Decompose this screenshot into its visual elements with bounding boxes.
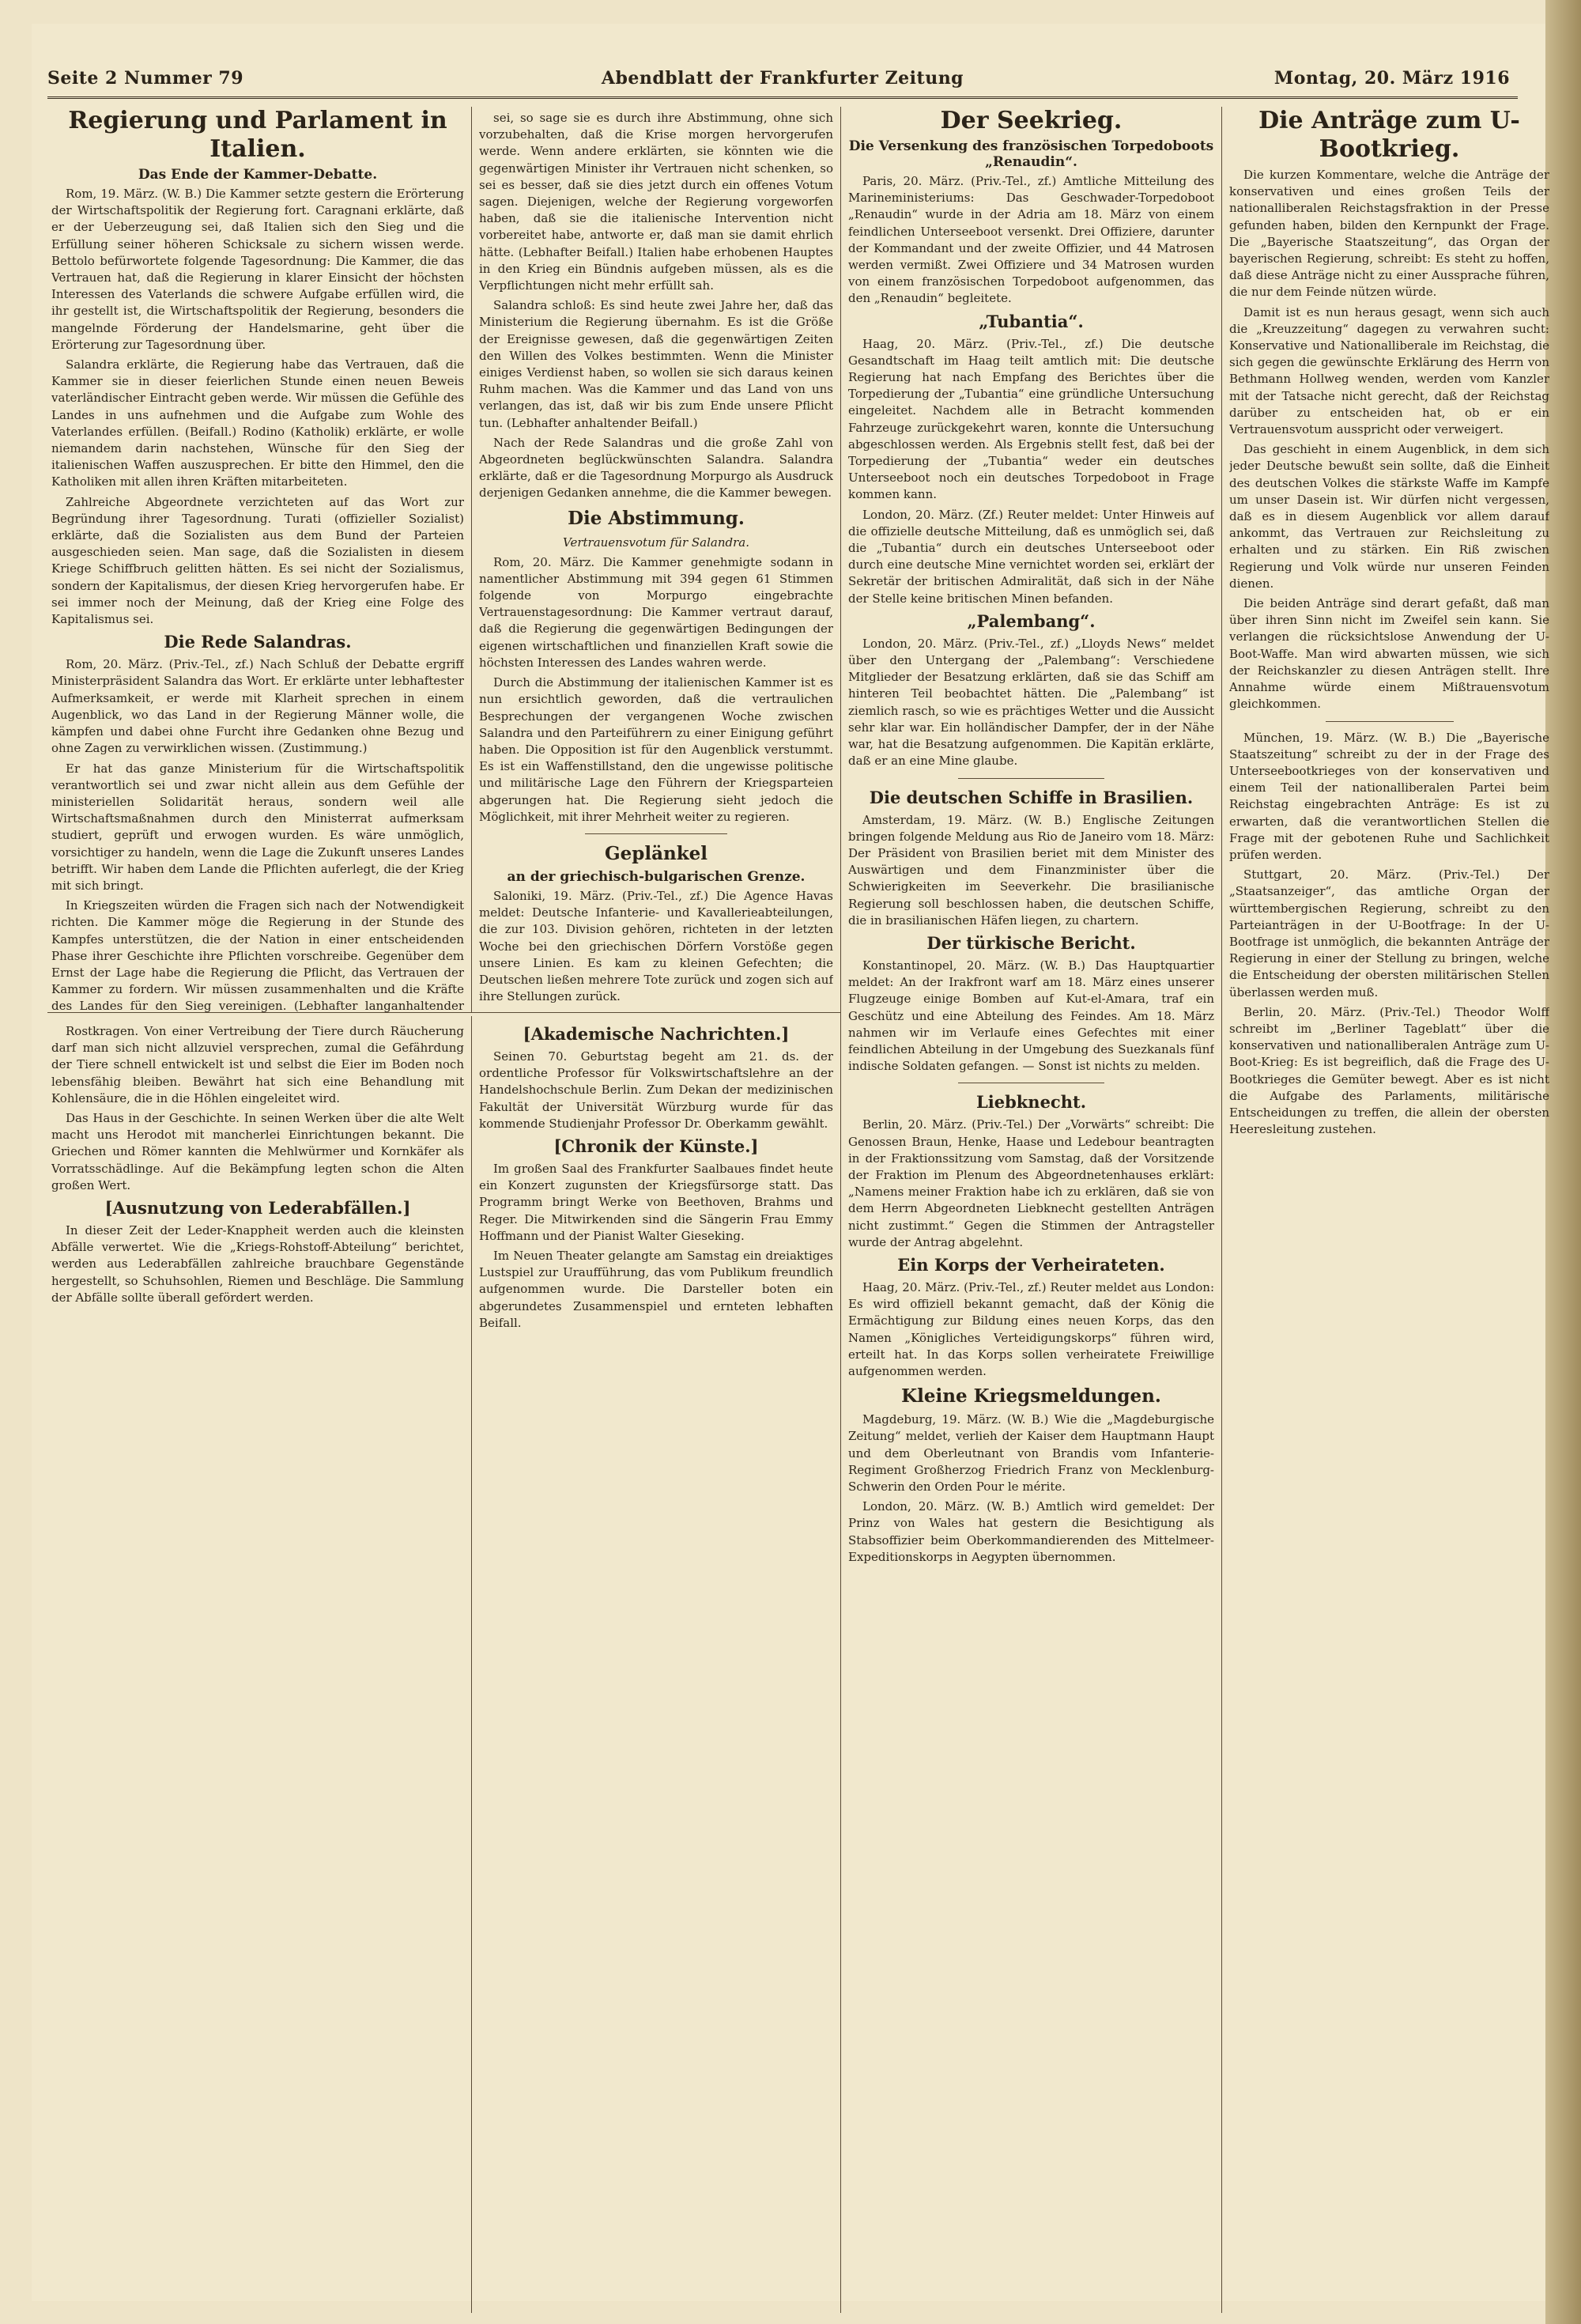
paragraph: Haag, 20. März. (Priv.-Tel., zf.) Die deutsche Gesandtschaft im Haag teilt amtlich mit: Die deutsche Regierung hat nach Empfang des Berichtes über die Torpedierung der „Tubantia“ eine gründliche Untersuchung eingeleitet. Nachdem alle in Betracht kommenden Fahrzeuge zurückgekehrt waren, konnte die Untersuchung abgeschlossen werden. Als Ergebnis stellt fest, daß bei der Torpedierung der „Tubantia“ weder ein deutsches Unterseeboot noch ein deutsches Torpedoboot in Frage kommen kann. [848, 336, 1214, 502]
paragraph: Die beiden Anträge sind derart gefaßt, daß man über ihren Sinn nicht im Zweifel sein kann. Sie verlangen die rücksichtslose Anwendung der U-Boot-Waffe. Man wird abwarten müssen, wie sich der Reichskanzler zu diesen Anträgen stellt. Ihre Annahme würde einem Mißtrauensvotum gleichkommen. [1229, 596, 1549, 712]
column-rule [471, 107, 472, 1012]
article-title-geplaenkel: Geplänkel [604, 842, 708, 864]
paragraph: Im Neuen Theater gelangte am Samstag ein dreiaktiges Lustspiel zur Uraufführung, das vom Publikum freundlich aufgenommen wurde. Die Darsteller boten ein abgerundetes Zusammenspiel und ernteten lebhaften Beifall. [479, 1249, 833, 1330]
article-title-palembang: „Palembang“. [967, 610, 1096, 631]
column-u-boat [1229, 107, 1549, 2313]
article-title-tubantia: „Tubantia“. [979, 311, 1084, 331]
article-title-liebknecht: Liebknecht. [975, 1092, 1087, 1113]
column-italy [51, 107, 464, 1012]
column-naval-war [848, 107, 1214, 2313]
page-edge [1545, 0, 1581, 2324]
paragraph: München, 19. März. (W. B.) Die „Bayerische Staatszeitung“ schreibt zu der in der Frage des Unterseebootkrieges von der konservativen und einem Teil der nationalliberalen Partei beim Reichstag eingebrachten Anträge: Es ist zu erwarten, daß die verantwortlichen Stellen die Frage mit der gebotenen Ruhe und Sachlichkeit prüfen werden. [1229, 730, 1549, 862]
feuilleton-title-arts: [Chronik der Künste.] [553, 1136, 759, 1157]
paragraph: Das geschieht in einem Augenblick, in dem sich jeder Deutsche bewußt sein sollte, daß die Einheit des deutschen Volkes die stärkste Waffe im Kampfe um unser Dasein ist. Wir dürfen nicht vergessen, daß es in diesem Augenblick vor allem darauf ankommt, das Vertrauen zur Reichsleitung zu erhalten und zu stärken. Ein Riß zwischen Regierung und Volk würde nur unseren Feinden dienen. [1229, 442, 1549, 591]
paragraph: London, 20. März. (Zf.) Reuter meldet: Unter Hinweis auf die offizielle deutsche Mitteilung, daß es unmöglich sei, daß die „Tubantia“ durch ein deutsches Unterseeboot oder durch eine deutsche Mine vernichtet worden sei, erklärt der Sekretär der britischen Admiralität, daß sich in der Nähe der Stelle keine britischen Minen befanden. [848, 507, 1214, 606]
paragraph: Rom, 20. März. (Priv.-Tel., zf.) Nach Schluß der Debatte ergriff Ministerpräsident Salandra das Wort. Er erklärte unter lebhaftester Aufmerksamkeit, er werde mit Klarheit sprechen in einem Augenblick, wo das Land in der Regierung Männer wolle, die kämpfen und dabei ohne Furcht ihre Gedanken ohne Bezug und ohne Zagen zu verwirklichen wissen. (Zustimmung.) [51, 657, 464, 756]
article-title-korps: Ein Korps der Verheirateten. [897, 1254, 1165, 1275]
paragraph: Magdeburg, 19. März. (W. B.) Wie die „Magdeburgische Zeitung“ meldet, verlieh der Kaiser dem Hauptmann Haupt und dem Oberleutnant von Brandis vom Infanterie-Regiment Großherzog Friedrich Franz von Mecklenburg-Schwerin den Orden Pour le mérite. [848, 1412, 1214, 1494]
article-title-turkish-report: Der türkische Bericht. [926, 932, 1136, 953]
paragraph: Das Haus in der Geschichte. In seinen Werken über die alte Welt macht uns Herodot mit mancherlei Einrichtungen bekannt. Die Griechen und Römer kannten die Mehlwürmer und Kornkäfer als Vorratsschädlinge. Auf die Bekämpfung legten schon die Alten großen Wert. [51, 1111, 464, 1192]
article-title-seekrieg: Der Seekrieg. [940, 107, 1123, 134]
article-title-kriegsmeldungen: Kleine Kriegsmeldungen. [901, 1385, 1161, 1408]
paragraph: Amsterdam, 19. März. (W. B.) Englische Zeitungen bringen folgende Meldung aus Rio de Janeiro vom 18. März: Der Präsident von Brasilien beriet mit dem Minister des Auswärtigen und dem Finanzminister über die Schwierigkeiten im Seeverkehr. Die brasilianische Regierung soll beschlossen haben, die deutschen Schiffe, die in brasilianischen Häfen liegen, zu chartern. [848, 812, 1214, 928]
paragraph: In dieser Zeit der Leder-Knappheit werden auch die kleinsten Abfälle verwertet. Wie die „Kriegs-Rohstoff-Abteilung“ berichtet, werden aus Lederabfällen zahlreiche brauchbare Gegenstände hergestellt, so Schuhsohlen, Riemen und Beschläge. Die Sammlung der Abfälle sollte überall gefördert werden. [51, 1223, 464, 1305]
paragraph: Saloniki, 19. März. (Priv.-Tel., zf.) Die Agence Havas meldet: Deutsche Infanterie- und Kavallerieabteilungen, die zur 103. Division gehören, richteten in der letzten Woche bei den griechischen Dörfern Vorstöße gegen unsere Linien. Es kam zu kleinen Gefechten; die Deutschen ließen mehrere Tote zurück und zogen sich auf ihre Stellungen zurück. [479, 888, 833, 1004]
article-subtitle: Das Ende der Kammer-Debatte. [138, 167, 378, 183]
paragraph: Berlin, 20. März. (Priv.-Tel.) Der „Vorwärts“ schreibt: Die Genossen Braun, Henke, Haase und Ledebour beantragten in der Fraktionssitzung vom Samstag, daß der Vorsitzende der Fraktion im Plenum des Abgeordnetenhauses erklärt: „Namens meiner Fraktion habe ich zu erklären, daß sie von dem Herrn Abgeordneten Liebknecht gestellten Anträgen nicht zustimmt.“ Gegen die Stimmen der Antragsteller wurde der Antrag abgelehnt. [848, 1117, 1214, 1249]
article-subtitle: Vertrauensvotum für Salandra. [563, 535, 749, 550]
article-title-brasilien: Die deutschen Schiffe in Brasilien. [869, 787, 1194, 807]
paragraph: Rostkragen. Von einer Vertreibung der Tiere durch Räucherung darf man sich nicht allzuviel versprechen, zumal die Gefährdung der Tiere schnell entwickelt ist und selbst die Eier im Boden noch lebensfähig bleiben. Bewährt hat sich eine Behandlung mit Kohlensäure, die in die Höhlen eingeleitet wird. [51, 1024, 464, 1105]
paragraph: Rom, 20. März. Die Kammer genehmigte sodann in namentlicher Abstimmung mit 394 gegen 61 Stimmen folgende von Morpurgo eingebrachte Vertrauenstagesordnung: Die Kammer vertraut darauf, daß die Regierung die gegenwärtigen Bedingungen der eigenen wirtschaftlichen und finanziellen Kraft sowie die höchsten Interessen des Landes wahren werde. [479, 554, 833, 670]
feuilleton-left [51, 1020, 464, 2309]
paragraph: Damit ist es nun heraus gesagt, wenn sich auch die „Kreuzzeitung“ dagegen zu verwahren sucht: Konservative und Nationalliberale im Reichstag, die sich gegen die gewünschte Erklärung des Herrn von Bethmann Hollweg wenden, werden vom Kanzler mit der Tatsache nicht gerecht, daß der Reichstag darüber zu entscheiden hat, ob er ein Vertrauensvotum ausspricht oder verweigert. [1229, 304, 1549, 437]
paragraph: London, 20. März. (W. B.) Amtlich wird gemeldet: Der Prinz von Wales hat gestern die Besichtigung als Stabsoffizier beim Oberkommandierenden des Mittelmeer-Expeditionskorps in Aegypten übernommen. [848, 1499, 1214, 1564]
paragraph: Durch die Abstimmung der italienischen Kammer ist es nun ersichtlich geworden, daß die vertraulichen Besprechungen der vergangenen Woche zwischen Salandra und den Parteiführern zu einer Einigung geführt haben. Die Opposition ist für den Augenblick verstummt. Es ist ein Waffenstillstand, den die ungewisse politische und militärische Lage den Führern der Kriegsparteien abgerungen hat. Die Regierung sieht jedoch die Möglichkeit, mit ihrer Mehrheit weiter zu regieren. [479, 675, 833, 824]
feuilleton-middle [479, 1020, 833, 2309]
section-rule [47, 1012, 840, 1013]
paragraph: Er hat das ganze Ministerium für die Wirtschaftspolitik verantwortlich sei und zwar nicht allein aus dem Gefühle der ministeriellen Solidarität heraus, sondern weil alle Wirtschaftsmaßnahmen durch den Ministerrat aufmerksam studiert, geprüft und erwogen wurden. Es wäre unmöglich, vorsichtiger zu handeln, wenn die Lage die Zukunft unseres Landes betrifft. Wir haben dem Lande die Pflichten auferlegt, die der Krieg mit sich bringt. [51, 761, 464, 893]
column-rule [1221, 107, 1222, 2313]
column-vote [479, 107, 833, 1012]
paragraph: Im großen Saal des Frankfurter Saalbaues findet heute ein Konzert zugunsten der Kriegsfürsorge statt. Das Programm bringt Werke von Beethoven, Brahms und Reger. Die Mitwirkenden sind die Sängerin Frau Emmy Hoffmann und der Pianist Walter Gieseking. [479, 1162, 833, 1243]
paragraph: Salandra erklärte, die Regierung habe das Vertrauen, daß die Kammer sie in dieser feierlichen Stunde einen neuen Beweis vaterländischer Eintracht geben werde. Wir müssen die Gefühle des Landes in uns aufnehmen und die Aufgabe zum Wohle des Vaterlandes erfüllen. (Beifall.) Rodino (Katholik) erklärte, er wolle niemandem darin nachstehen, Wünsche für den Sieg der italienischen Waffen auszusprechen. Er bitte den Himmel, den die Katholiken mit allen ihren Kräften mitarbeiteten. [51, 357, 464, 489]
paragraph: In Kriegszeiten würden die Fragen sich nach der Notwendigkeit richten. Die Kammer möge die Regierung in der Stunde des Kampfes unterstützen, die der Nation in einer entscheidenden Phase ihrer Geschichte ihre Pflichten vorschreibe. Gegenüber dem Ernst der Lage habe die Regierung die Pflicht, das Vertrauen der Kammer zu fordern. Wir müssen zusammenhalten und die Kräfte des Landes für den Sieg vereinigen. (Lebhafter langanhaltender [51, 898, 464, 1012]
paragraph: London, 20. März. (Priv.-Tel., zf.) „Lloyds News“ meldet über den Untergang der „Palembang“: Verschiedene Mitglieder der Besatzung erklärten, daß sie das Schiff am hinteren Teil beobachtet hätten. Die „Palembang“ ist ziemlich rasch, so wie es prächtiges Wetter und die Aussicht sehr klar war. Ein holländischer Dampfer, der in der Nähe war, hat die Besatzung aufgenommen. Die Kapitän erklärte, daß er an eine Mine glaube. [848, 636, 1214, 769]
header-date: Montag, 20. März 1916 [1273, 68, 1510, 89]
separator [1326, 721, 1454, 722]
paragraph: Haag, 20. März. (Priv.-Tel., zf.) Reuter meldet aus London: Es wird offiziell bekannt gemacht, daß der König die Ermächtigung zur Bildung eines neuen Korps, das den Namen „Königliches Verteidigungskorps“ führen wird, erteilt hat. In das Korps sollen verheiratete Freiwillige aufgenommen werden. [848, 1279, 1214, 1378]
paragraph: Paris, 20. März. (Priv.-Tel., zf.) Amtliche Mitteilung des Marineministeriums: Das Geschwader-Torpedoboot „Renaudin“ wurde in der Adria am 18. März von einem feindlichen Unterseeboot versenkt. Drei Offiziere, darunter der Kommandant und der zweite Offizier, und 44 Matrosen werden vermißt. Zwei Offiziere und 34 Matrosen wurden von einem französischen Torpedoboot aufgenommen, das den „Renaudin“ begleitete. [848, 174, 1214, 306]
paragraph: Konstantinopel, 20. März. (W. B.) Das Hauptquartier meldet: An der Irakfront warf am 18. März eines unserer Flugzeuge einige Bomben auf Kut-el-Amara, traf ein Geschütz und eine Abteilung des Feindes. Am 18. März nahmen wir im Verlaufe eines Gefechtes mit einer feindlichen Abteilung in der Umgebung des Suezkanals fünf indische Soldaten gefangen. — Sonst ist nichts zu melden. [848, 958, 1214, 1074]
column-rule [471, 1016, 472, 2313]
page-header [47, 65, 1518, 99]
article-subtitle: Die Versenkung des französischen Torpedoboots „Renaudin“. [848, 138, 1214, 170]
article-title-vote: Die Abstimmung. [568, 507, 745, 529]
column-rule [840, 107, 841, 2313]
paragraph: Rom, 19. März. (W. B.) Die Kammer setzte gestern die Erörterung der Wirtschaftspolitik der Regierung fort. Caragnani erklärte, daß er der Ueberzeugung sei, daß Italien sich den Sieg und die Erfüllung seiner höheren Schicksale zu sichern wissen werde. Bettolo befürwortete folgende Tagesordnung: Die Kammer, die das Vertrauen hat, daß die Regierung in klarer Einsicht der höchsten Interessen des Vaterlands die schwere Aufgabe erfüllen wird, die ihr gestellt ist, die Wirtschaftspolitik der Regierung, besonders die mangelnde Förderung der Handelsmarine, geht über die Erörterung zur Tagesordnung über. [51, 187, 464, 352]
separator [585, 833, 726, 834]
paragraph: sei, so sage sie es durch ihre Abstimmung, ohne sich vorzubehalten, daß die Krise morgen hervorgerufen werde. Wenn andere erklärten, sie könnten wie die gegenwärtigen Minister ihr Vertrauen nicht schenken, so sei es besser, daß sie dies jetzt durch ein offenes Votum sagen. Diejenigen, welche der Regierung vorgeworfen haben, daß sie die italienische Intervention nicht vorbereitet habe, antworte er, daß man sie damit ehrlich hätte. (Lebhafter Beifall.) Italien habe erhobenen Hauptes in den Krieg ein Bündnis aufgeben müssen, als es die Verpflichtungen nicht mehr erfüllt sah. [479, 111, 833, 293]
feuilleton-title-academic: [Akademische Nachrichten.] [523, 1024, 790, 1044]
article-title-salandra: Die Rede Salandras. [164, 632, 352, 652]
paragraph: Nach der Rede Salandras und die große Zahl von Abgeordneten beglückwünschten Salandra. Salandra erklärte, daß er die Tagesordnung Morpurgo als Ausdruck derjenigen Gedanken annehme, die die Kammer bewegen. [479, 435, 833, 501]
paragraph: Salandra schloß: Es sind heute zwei Jahre her, daß das Ministerium die Regierung übernahm. Es ist die Größe der Ereignisse gewesen, daß die gegenwärtigen Zeiten den Willen des Volkes bestimmten. Wenn die Minister einiges Verdienst haben, so wollen sie sich daraus keinen Ruhm machen. Was die Kammer und das Land von uns verlangen, das ist, daß wir bis zum Ende unsere Pflicht tun. (Lebhafter anhaltender Beifall.) [479, 298, 833, 430]
article-title-u-boot: Die Anträge zum U-Bootkrieg. [1258, 107, 1520, 163]
paragraph: Stuttgart, 20. März. (Priv.-Tel.) Der „Staatsanzeiger“, das amtliche Organ der württembergischen Regierung, schreibt zu den Parteianträgen in der U-Bootfrage: In der U-Bootfrage ist unmöglich, die bekannten Anträge der Regierung in einer der Stellung zu bringen, welche die Entscheidung der obersten militärischen Stellen überlassen werden muß. [1229, 867, 1549, 1000]
separator [958, 778, 1104, 779]
paragraph: Seinen 70. Geburtstag begeht am 21. ds. der ordentliche Professor für Volkswirtschaftslehre an der Handelshochschule Berlin. Zum Dekan der medizinischen Fakultät der Universität Würzburg wurde für das kommende Studienjahr Professor Dr. Oberkamm gewählt. [479, 1049, 833, 1131]
article-subtitle: an der griechisch-bulgarischen Grenze. [507, 868, 806, 885]
feuilleton-title-leder: [Ausnutzung von Lederabfällen.] [104, 1198, 411, 1219]
paragraph: Zahlreiche Abgeordnete verzichteten auf das Wort zur Begründung ihrer Tagesordnung. Turati (offizieller Sozialist) erklärte, daß die Sozialisten aus dem Bund der Parteien ausgeschieden seien. Man sage, daß die Sozialisten in diesem Kriege Schiffbruch gelitten hätten. Es sei nicht der Sozialismus, sondern der Kapitalismus, der diesen Krieg hervorgerufen habe. Er sei immer noch der Meinung, daß der Krieg eine Folge des Kapitalismus sei. [51, 494, 464, 627]
paragraph: Berlin, 20. März. (Priv.-Tel.) Theodor Wolff schreibt im „Berliner Tageblatt“ über die konservativen und nationalliberalen Anträge zum U-Boot-Krieg: Es ist begreiflich, daß die Frage des U-Bootkrieges die Gemüter bewegt. Aber es ist nicht die Aufgabe des Parlaments, militärische Entscheidungen zu treffen, die allein der obersten Heeresleitung zustehen. [1229, 1004, 1549, 1137]
header-masthead: Abendblatt der Frankfurter Zeitung [601, 68, 964, 89]
header-page-number: Seite 2 Nummer 79 [47, 68, 244, 89]
paragraph: Die kurzen Kommentare, welche die Anträge der konservativen und eines großen Teils der nationalliberalen Reichstagsfraktion in der Presse gefunden haben, bilden den Kernpunkt der Frage. Die „Bayerische Staatszeitung“, das Organ der bayerischen Regierung, schreibt: Es steht zu hoffen, daß diese Anträge nicht zu einer Aussprache führen, die nur dem Feinde nützen würde. [1229, 168, 1549, 300]
article-title-italy: Regierung und Parlament in Italien. [68, 107, 447, 163]
